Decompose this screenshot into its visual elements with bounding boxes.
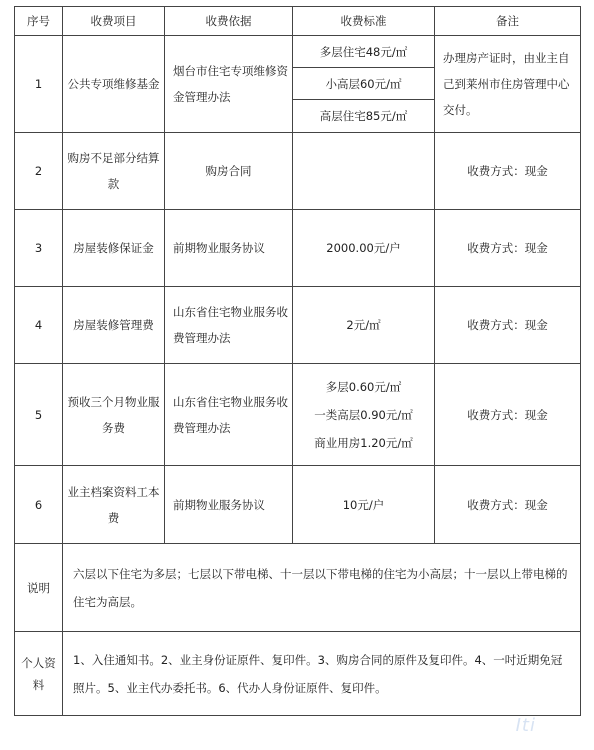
row-standard: 多层住宅48元/㎡: [293, 36, 435, 68]
row-note: 收费方式：现金: [435, 210, 581, 287]
row-item: 房屋装修保证金: [63, 210, 165, 287]
row-basis: 烟台市住宅专项维修资金管理办法: [165, 36, 293, 133]
table-row: [15, 36, 581, 68]
row-item: 预收三个月物业服务费: [63, 364, 165, 466]
explanation-row: [15, 544, 581, 632]
table-row: [15, 210, 581, 287]
explanation-label: 说明: [15, 544, 63, 632]
row-no: 2: [15, 133, 63, 210]
row-note: 收费方式：现金: [435, 133, 581, 210]
row-standard: 多层0.60元/㎡: [325, 379, 402, 394]
row-basis: 前期物业服务协议: [165, 466, 293, 544]
header-item: 收费项目: [63, 7, 165, 36]
row-note: 收费方式：现金: [435, 287, 581, 364]
row-note: 收费方式：现金: [435, 364, 581, 466]
row-standard: 2元/㎡: [293, 287, 435, 364]
personal-label: 个人资料: [15, 632, 63, 716]
row-standard: 一类高层0.90元/㎡: [314, 407, 413, 422]
row-note: 收费方式：现金: [435, 466, 581, 544]
row-no: 6: [15, 466, 63, 544]
row-no: 4: [15, 287, 63, 364]
table-row: [15, 466, 581, 544]
row-item: 公共专项维修基金: [63, 36, 165, 133]
row-basis: 购房合同: [165, 133, 293, 210]
row-basis: 前期物业服务协议: [165, 210, 293, 287]
row-no: 3: [15, 210, 63, 287]
table-row: [15, 133, 581, 210]
personal-row: [15, 632, 581, 716]
header-row: [15, 7, 581, 36]
row-standard-list: [293, 364, 435, 466]
header-standard: 收费标准: [293, 7, 435, 36]
row-no: 5: [15, 364, 63, 466]
row-standard: [293, 133, 435, 210]
explanation-text: 六层以下住宅为多层；七层以下带电梯、十一层以下带电梯的住宅为小高层；十一层以上带电梯的住宅为高层。: [63, 544, 581, 632]
row-standard: 10元/户: [293, 466, 435, 544]
table-row: [15, 287, 581, 364]
row-item: 房屋装修管理费: [63, 287, 165, 364]
personal-text: 1、入住通知书。2、业主身份证原件、复印件。3、购房合同的原件及复印件。4、一吋近期免冠照片。5、业主代办委托书。6、代办人身份证原件、复印件。: [63, 632, 581, 716]
row-basis: 山东省住宅物业服务收费管理办法: [165, 364, 293, 466]
row-basis: 山东省住宅物业服务收费管理办法: [165, 287, 293, 364]
header-basis: 收费依据: [165, 7, 293, 36]
row-standard: 2000.00元/户: [293, 210, 435, 287]
row-standard: 商业用房1.20元/㎡: [314, 435, 413, 450]
row-note: 办理房产证时，由业主自己到莱州市住房管理中心交付。: [435, 36, 581, 133]
header-note: 备注: [435, 7, 581, 36]
row-item: 业主档案资料工本费: [63, 466, 165, 544]
watermark-logo: Iti: [515, 715, 536, 736]
row-standard: 高层住宅85元/㎡: [293, 100, 435, 133]
row-standard: 小高层60元/㎡: [293, 68, 435, 100]
table-row: [15, 364, 581, 466]
fee-table: [14, 6, 581, 716]
row-no: 1: [15, 36, 63, 133]
header-no: 序号: [15, 7, 63, 36]
row-item: 购房不足部分结算款: [63, 133, 165, 210]
